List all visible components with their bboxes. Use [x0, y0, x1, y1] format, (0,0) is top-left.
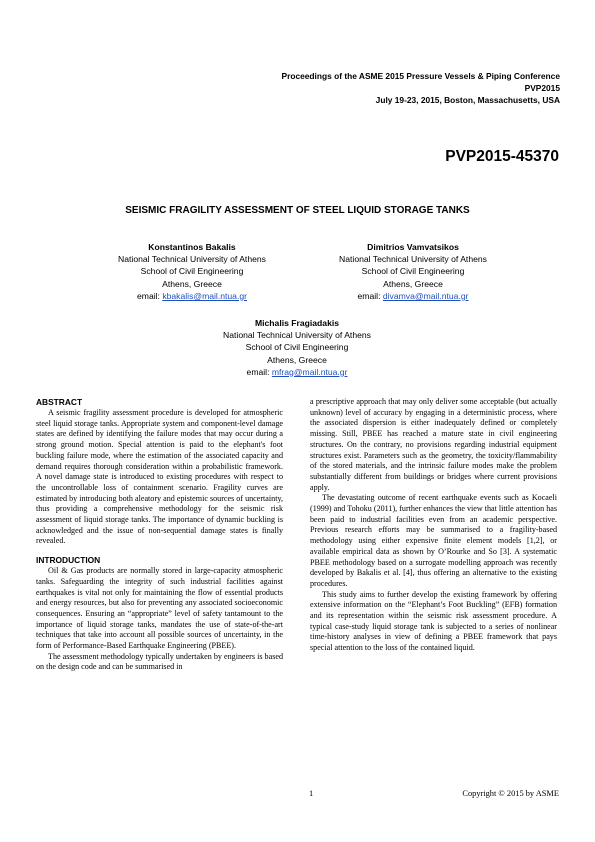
introduction-heading: INTRODUCTION: [36, 555, 101, 566]
conference-date-location: July 19-23, 2015, Boston, Massachusetts, USA: [375, 95, 560, 105]
author-location: Athens, Greece: [383, 278, 443, 289]
abstract-paragraph: A seismic fragility assessment procedure is developed for atmospheric steel liquid storage tanks. Appropriate system and component-level damage states are defined by identifying the failure modes that may occur during a strong ground motion. Special attention is paid to the elephant's foot buckling failure mode, where the estimation of the associated capacity and demand requires thorough consideration within a probabilistic framework. A novel damage state is introduced to existing procedures with respect to the uncontrollable loss of containment scenario. Fragility curves are estimated by introducing both aleatory and epistemic sources of uncertainty, thus providing a comprehensive methodology for the seismic risk assessment of liquid storage tanks. The importance of dynamic buckling is acknowledged and the issue of non-sequential damage states is finally revealed.: [36, 408, 283, 546]
author-school: School of Civil Engineering: [140, 266, 244, 277]
author-university: National Technical University of Athens: [223, 330, 371, 341]
author-email-line: [82, 290, 302, 302]
author-university: National Technical University of Athens: [339, 254, 487, 265]
author-name: Michalis Fragiadakis: [254, 318, 340, 328]
author-email-line: [300, 290, 526, 302]
intro-paragraph-2-continued: a prescriptive approach that may only deliver some acceptable (but actually unknown) level of accuracy by engaging in a deterministic process, where the associated dispersion is either inadequately defined or completely missing. Still, PBEE has reached a mature state in civil engineering structures. On the contrary, no provisions regarding industrial equipment structures exist. Parameters such as the geometry, the toxicity/flammability of the stored materials, and the intrinsic failure modes make the problem substantially different from buildings or bridges where current provisions apply.: [310, 397, 557, 492]
author-email-link[interactable]: kbakalis@mail.ntua.gr: [162, 290, 247, 301]
author-name: Konstantinos Bakalis: [148, 242, 236, 252]
email-label: email:: [137, 290, 163, 301]
intro-paragraph-3: The devastating outcome of recent earthquake events such as Kocaeli (1999) and Tohoku (2011), further enhances the view that little attention has been paid to industrial facilities even from an academic perspective. Previous research efforts may be summarised to a fragility-based methodology using either expensive finite element models [1,2], or available empirical data as shown by O’Rourke and So [3]. A systematic PBEE methodology based on a surrogate modelling approach was recently developed by Bakalis et al. [4], thus offering an alternative to the existing procedures.: [310, 493, 557, 588]
author-school: School of Civil Engineering: [361, 266, 465, 277]
author-university: National Technical University of Athens: [118, 254, 266, 265]
abstract-heading: ABSTRACT: [36, 397, 83, 407]
conference-name: Proceedings of the ASME 2015 Pressure Vessels & Piping Conference: [281, 71, 560, 81]
intro-paragraph-4: This study aims to further develop the existing framework by offering extensive information on the “Elephant’s Foot Buckling” (EFB) formation and its representation within the seismic risk assessment procedure. A typical case-study liquid storage tank is subjected to a series of nonlinear time-history analyses in view of defining a PBEE framework that pays special attention to the loss of the contained liquid.: [310, 589, 557, 653]
paper-id: PVP2015-45370: [445, 148, 559, 165]
copyright-notice: Copyright © 2015 by ASME: [462, 789, 559, 798]
intro-paragraph-2-start: The assessment methodology typically undertaken by engineers is based on the design code and can be summarised in: [36, 651, 283, 672]
conference-header: [282, 70, 561, 106]
author-email-link[interactable]: divamva@mail.ntua.gr: [382, 290, 469, 301]
author-school: School of Civil Engineering: [245, 342, 349, 353]
page-number: 1: [309, 789, 314, 798]
paper-title: SEISMIC FRAGILITY ASSESSMENT OF STEEL LIQUID STORAGE TANKS: [125, 205, 470, 216]
author-block-3: [172, 317, 422, 378]
author-email-link[interactable]: mfrag@mail.ntua.gr: [271, 366, 348, 377]
conference-code: PVP2015: [524, 83, 560, 93]
author-location: Athens, Greece: [267, 354, 327, 365]
author-name: Dimitrios Vamvatsikos: [367, 242, 459, 252]
right-column: [310, 397, 557, 654]
author-email-line: [172, 366, 422, 378]
author-block-1: [82, 241, 302, 302]
intro-paragraph-1: Oil & Gas products are normally stored in large-capacity atmospheric tanks. Safeguarding the integrity of such industrial facilities against earthquakes is vital not only for maintaining the flow of essential products and energy resources, but also for preventing any associated socioeconomic consequences. Ensuring an “appropriate” level of safety tantamount to the importance of liquid storage tanks, mandates the use of state-of-the-art techniques that take into account all possible sources of uncertainty, in the form of Performance-Based Earthquake Engineering (PBEE).: [36, 566, 283, 651]
left-column: [36, 397, 283, 673]
email-label: email:: [246, 366, 272, 377]
author-location: Athens, Greece: [162, 278, 222, 289]
email-label: email:: [357, 290, 383, 301]
author-block-2: [300, 241, 526, 302]
